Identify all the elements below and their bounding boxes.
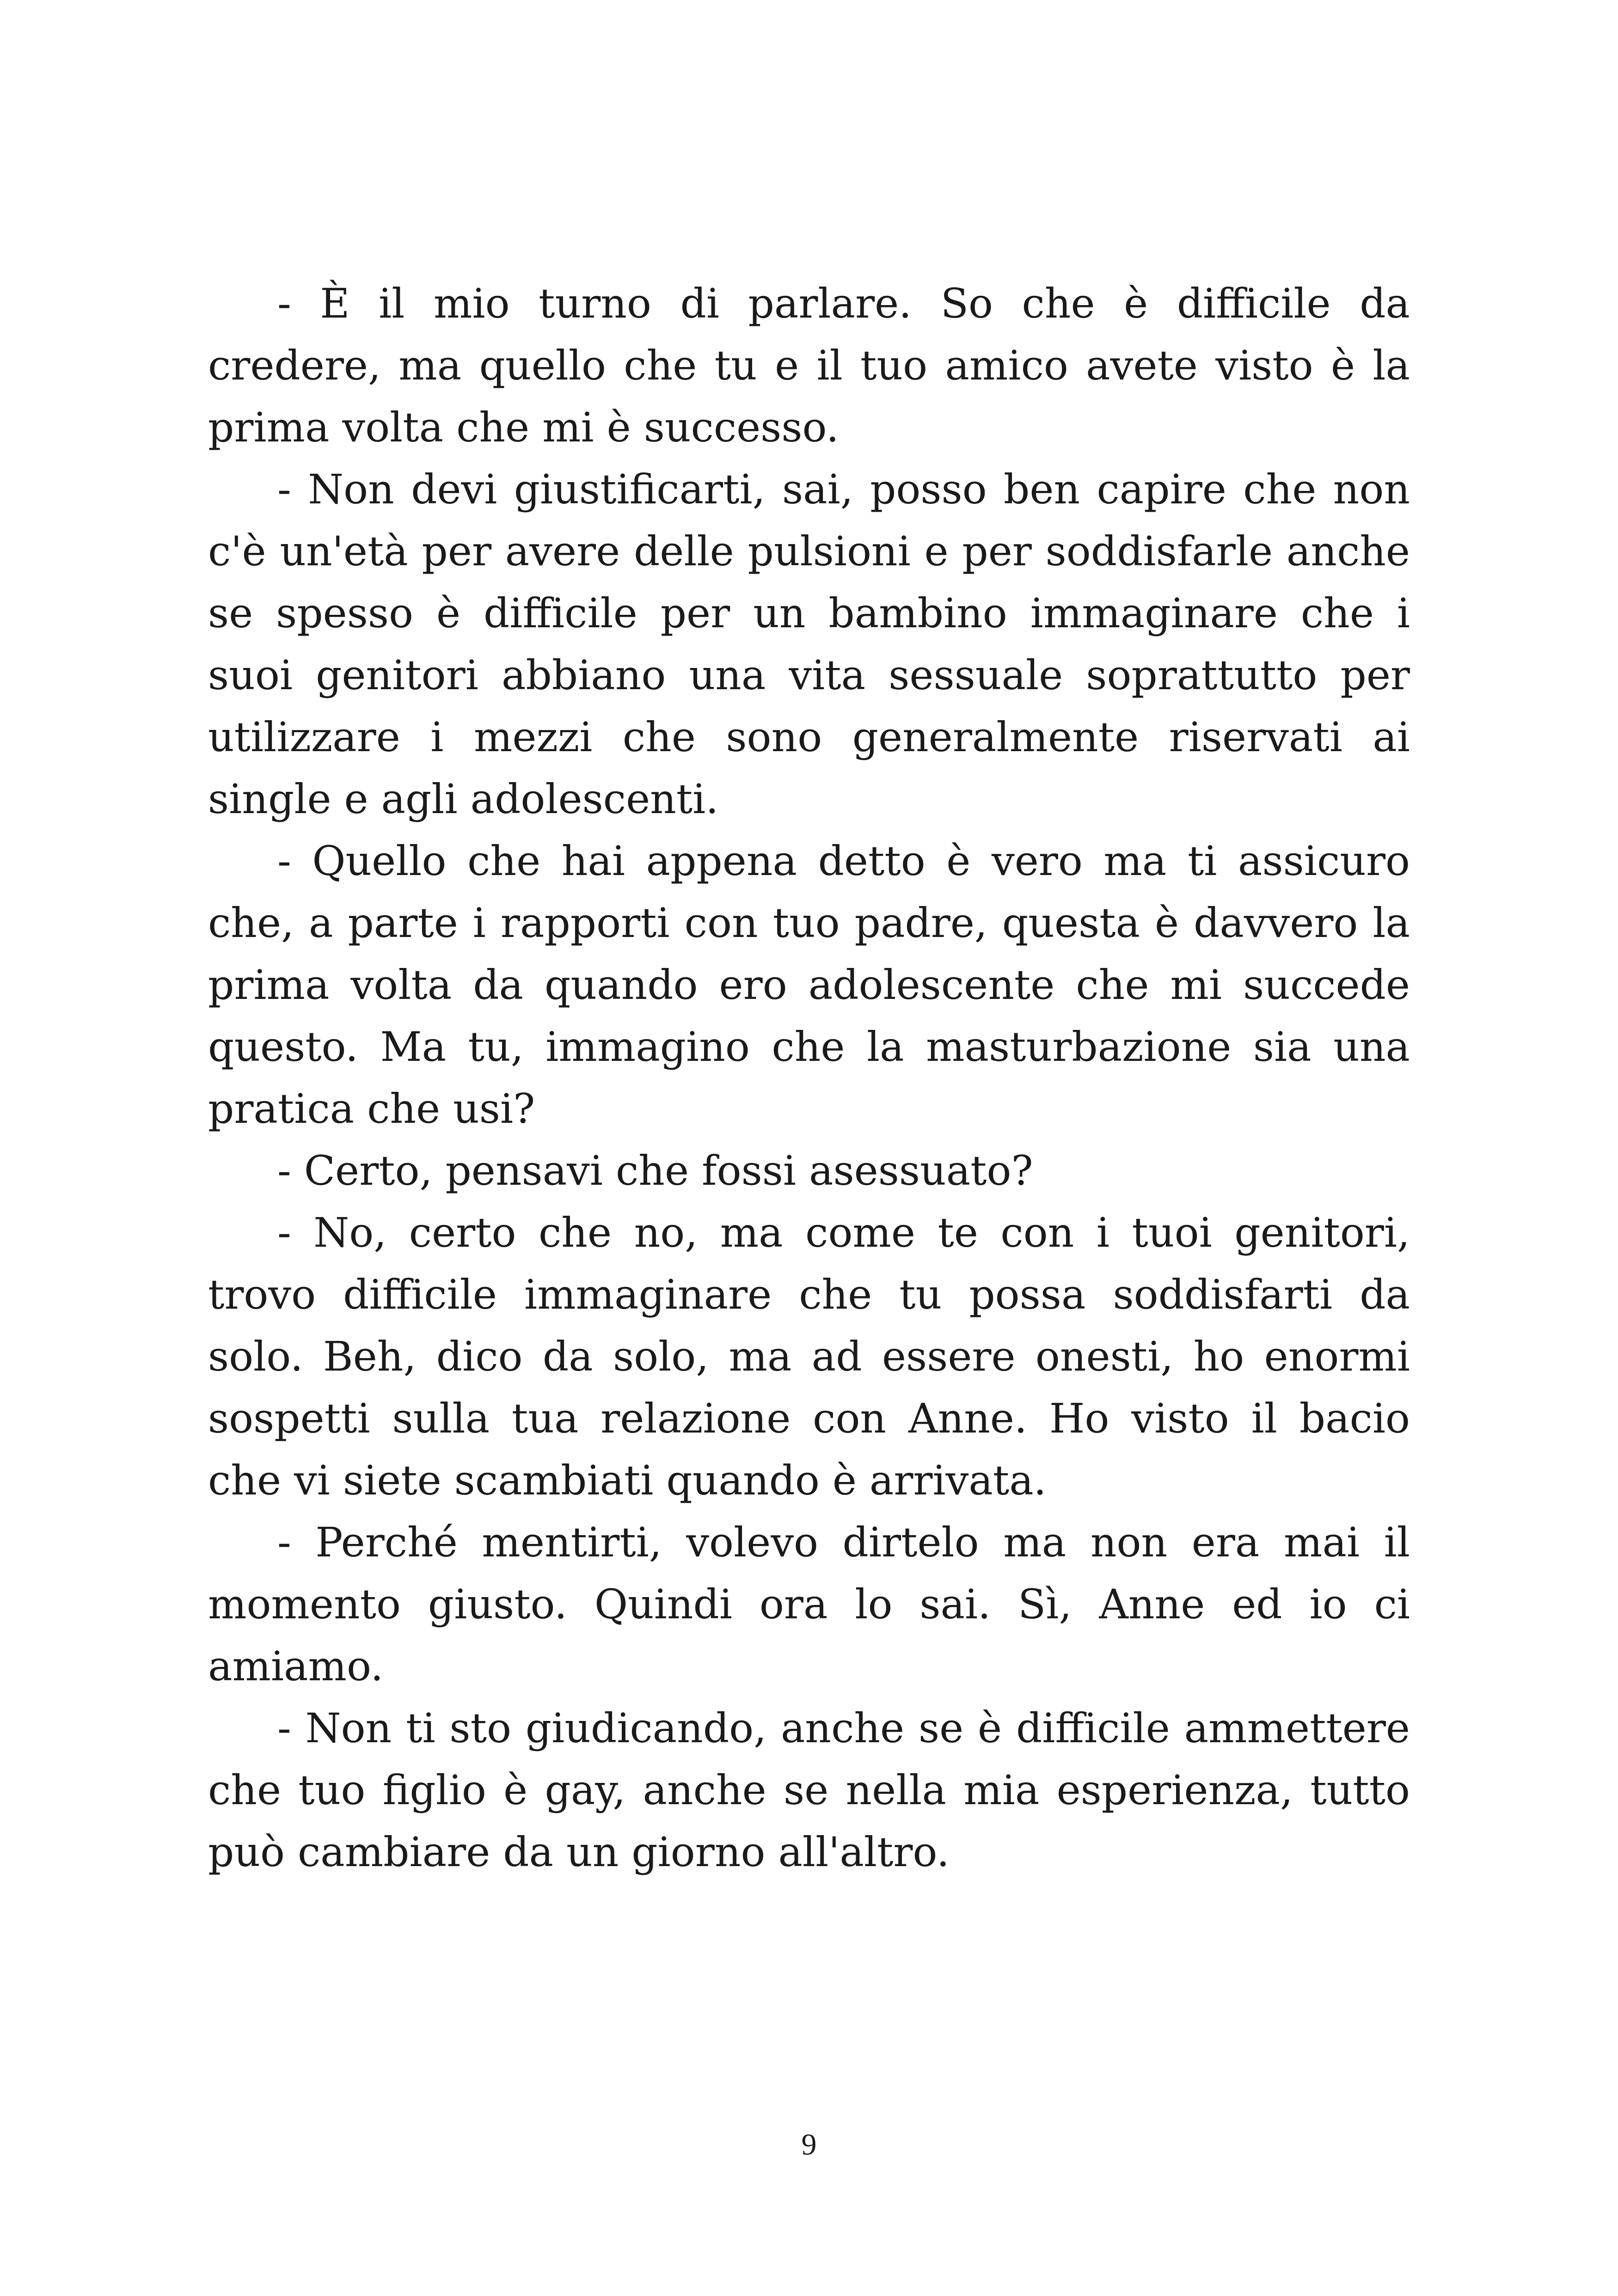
paragraph-2: - Non devi giustificarti, sai, posso ben capire che non c'è un'età per avere delle pulsioni e per soddisfarle anche se spesso è difficile per un bambino immaginare che i suoi genitori abbiano una vita sessuale soprattutto per utilizzare i mezzi che sono generalmente riservati ai single e agli adolescenti. [208, 465, 1410, 823]
paragraph-5: - No, certo che no, ma come te con i tuoi genitori, trovo difficile immaginare che tu possa soddisfarti da solo. Beh, dico da solo, ma ad essere onesti, ho enormi sospetti sulla tua relazione con Anne. Ho visto il bacio che vi siete scambiati quando è arrivata. [208, 1209, 1410, 1504]
paragraph-6: - Perché mentirti, volevo dirtelo ma non era mai il momento giusto. Quindi ora lo sai. Sì, Anne ed io ci amiamo. [208, 1518, 1410, 1690]
body-text [208, 273, 1410, 1883]
paragraph-7: - Non ti sto giudicando, anche se è difficile ammettere che tuo figlio è gay, anche se nella mia esperienza, tutto può cambiare da un giorno all'altro. [208, 1704, 1410, 1876]
paragraph-3: - Quello che hai appena detto è vero ma ti assicuro che, a parte i rapporti con tuo padre, questa è davvero la prima volta da quando ero adolescente che mi succede questo. Ma tu, immagino che la masturbazione sia una pratica che usi? [208, 837, 1410, 1133]
page-number: 9 [801, 2128, 817, 2161]
paragraph-1: - È il mio turno di parlare. So che è difficile da credere, ma quello che tu e il tuo amico avete visto è la prima volta che mi è successo. [208, 280, 1410, 451]
paragraph-4: - Certo, pensavi che fossi asessuato? [277, 1147, 1033, 1194]
